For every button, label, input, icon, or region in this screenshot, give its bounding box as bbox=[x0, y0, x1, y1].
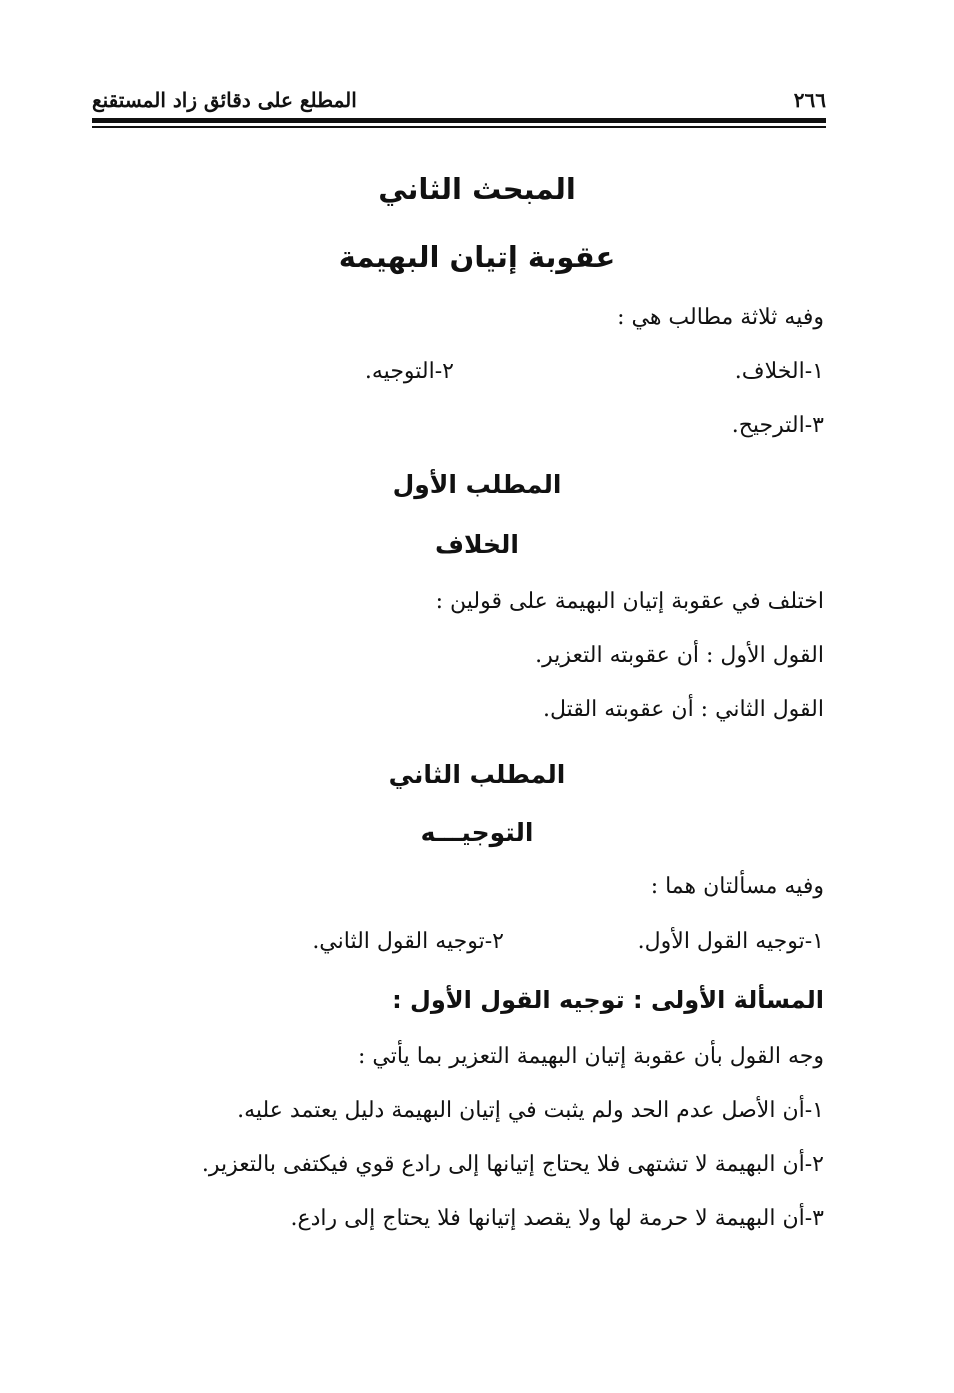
part-1-title: المطلب الأول bbox=[392, 470, 562, 499]
issue-1-intro: وجه القول بأن عقوبة إتيان البهيمة التعزير بما يأتي : bbox=[358, 1044, 824, 1069]
part-1-subtitle: الخلاف bbox=[435, 530, 519, 559]
issue-1-title: المسألة الأولى : توجيه القول الأول : bbox=[392, 986, 824, 1014]
part-1-intro: اختلف في عقوبة إتيان البهيمة على قولين : bbox=[435, 589, 824, 614]
issue-1-reason-3: ٣-أن البهيمة لا حرمة لها ولا يقصد إتيانها فلا يحتاج إلى رادع. bbox=[290, 1206, 824, 1231]
header-rule-thin bbox=[92, 126, 826, 128]
issue-1-reason-1: ١-أن الأصل عدم الحد ولم يثبت في إتيان البهيمة دليل يعتمد عليه. bbox=[237, 1098, 824, 1123]
part-1-opinion-1: القول الأول : أن عقوبته التعزير. bbox=[535, 643, 824, 668]
part-2-item-2: ٢-توجيه القول الثاني. bbox=[312, 929, 504, 954]
page-header bbox=[92, 88, 826, 118]
part-1-opinion-2: القول الثاني : أن عقوبته القتل. bbox=[543, 697, 824, 722]
section-item-1: ١-الخلاف. bbox=[734, 359, 824, 384]
part-2-title: المطلب الثاني bbox=[388, 760, 566, 789]
section-title: المبحث الثاني bbox=[378, 172, 576, 206]
page-number: ٢٦٦ bbox=[793, 88, 826, 112]
issue-1-reason-2: ٢-أن البهيمة لا تشتهى فلا يحتاج إتيانها إلى رادع قوي فيكتفى بالتعزير. bbox=[201, 1152, 824, 1177]
part-2-item-1: ١-توجيه القول الأول. bbox=[637, 929, 824, 954]
section-intro: وفيه ثلاثة مطالب هي : bbox=[617, 305, 824, 330]
running-title: المطلع على دقائق زاد المستقنع bbox=[92, 88, 357, 112]
header-rule-thick bbox=[92, 118, 826, 123]
part-2-intro: وفيه مسألتان هما : bbox=[650, 874, 824, 899]
part-2-subtitle: التوجيـــه bbox=[420, 818, 534, 847]
section-item-2: ٢-التوجيه. bbox=[364, 359, 454, 384]
section-subtitle: عقوبة إتيان البهيمة bbox=[338, 240, 616, 274]
section-item-3: ٣-الترجيح. bbox=[731, 413, 824, 438]
